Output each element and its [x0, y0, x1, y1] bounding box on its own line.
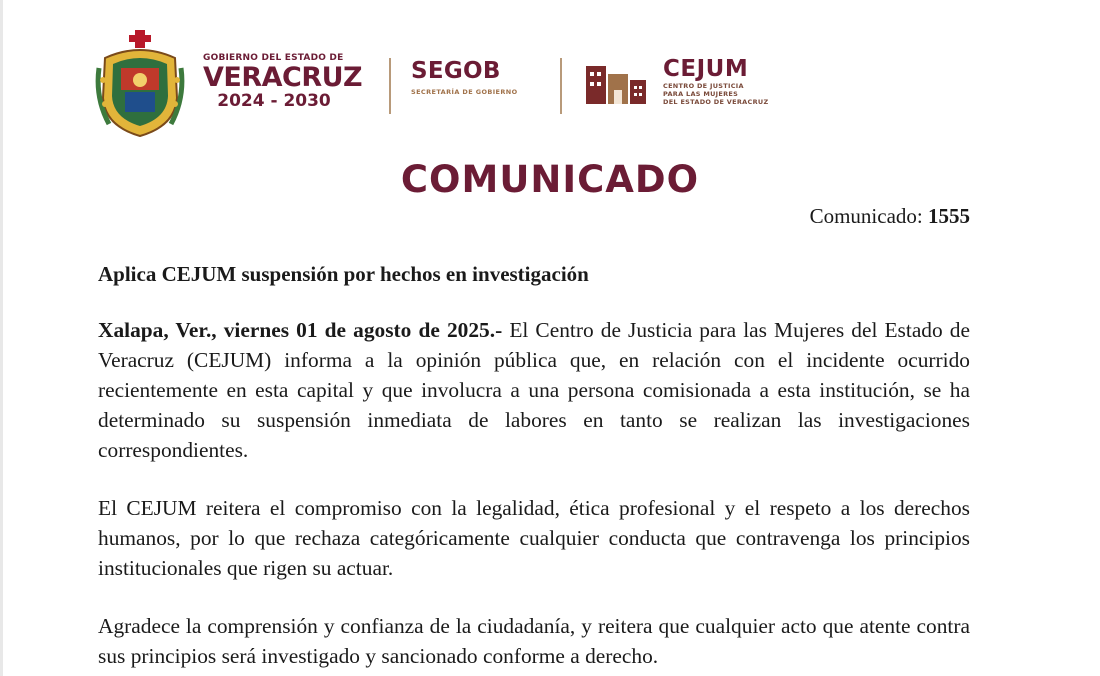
cejum-subtitle-line: CENTRO DE JUSTICIA: [663, 82, 744, 90]
cejum-subtitle-line: PARA LAS MUJERES: [663, 90, 739, 98]
gov-state-name: VERACRUZ: [203, 62, 363, 93]
segob-logo: [411, 58, 551, 96]
dateline: Xalapa, Ver., viernes 01 de agosto de 2025.-: [98, 318, 503, 342]
release-number-value: 1555: [928, 204, 970, 228]
paragraph-1-body: El Centro de Justicia para las Mujeres del Estado de Veracruz (CEJUM) informa a la opinión pública que, en relación con el incidente ocurrido recientemente en esta capital y que involucra a una persona comisionada a esta institución, se ha determinado su suspensión inmediata de labores en tanto se realizan las investigaciones correspondientes.: [98, 318, 970, 462]
cejum-title: CEJUM: [663, 56, 749, 82]
document-title: COMUNICADO: [400, 158, 700, 201]
logo-divider: [560, 58, 562, 114]
veracruz-coat-of-arms-icon: [95, 28, 185, 138]
logo-divider: [389, 58, 391, 114]
segob-subtitle: SECRETARÍA DE GOBIERNO: [411, 88, 518, 96]
cejum-building-icon: [584, 60, 648, 106]
gov-years: 2024 - 2030: [217, 91, 331, 111]
release-number: [810, 204, 970, 229]
segob-title: SEGOB: [411, 58, 501, 84]
paragraph-2: El CEJUM reitera el compromiso con la legalidad, ética profesional y el respeto a los derechos humanos, por lo que rechaza categóricamente cualquier conducta que contravenga los principios institucionales que rigen su actuar.: [98, 496, 970, 580]
release-number-label: Comunicado:: [809, 204, 923, 228]
cejum-logo: [663, 56, 823, 106]
veracruz-government-logo: [203, 53, 363, 110]
gov-top-text: GOBIERNO DEL ESTADO DE: [203, 53, 344, 63]
paragraph-3: Agradece la comprensión y confianza de la ciudadanía, y reitera que cualquier acto que atente contra sus principios será investigado y sancionado conforme a derecho.: [98, 614, 970, 668]
header-logos: [95, 28, 815, 140]
headline: Aplica CEJUM suspensión por hechos en investigación: [98, 262, 589, 286]
paragraph-1: [98, 315, 970, 465]
cejum-subtitle-line: DEL ESTADO DE VERACRUZ: [663, 98, 769, 106]
page-edge: [0, 0, 3, 676]
